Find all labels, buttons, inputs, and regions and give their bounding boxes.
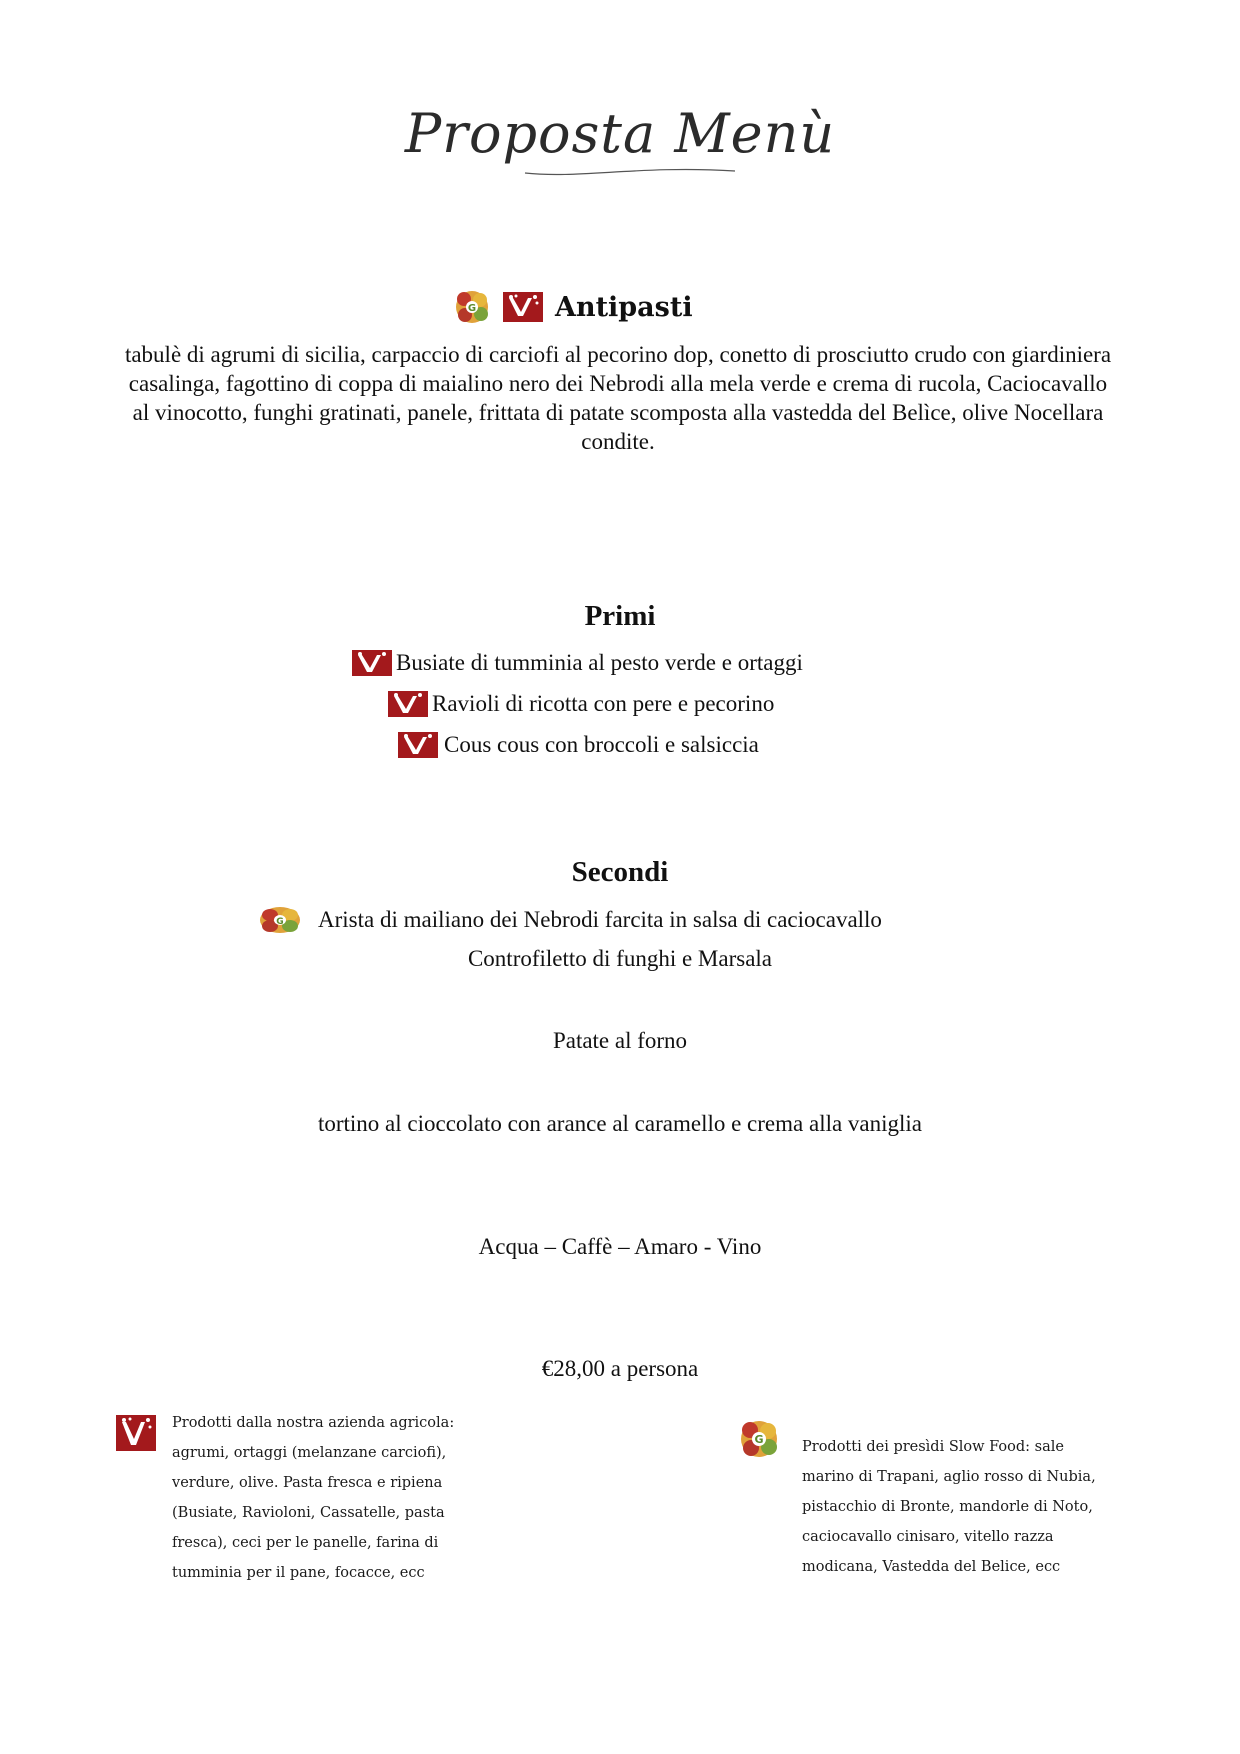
dish-name: Ravioli di ricotta con pere e pecorino [432, 691, 775, 716]
antipasti-heading-row [453, 288, 693, 326]
slowfood-footnote-line: modicana, Vastedda del Belice, ecc [802, 1559, 1061, 1575]
dish-name: Controfiletto di funghi e Marsala [467, 946, 773, 971]
farm-footnote-line: Prodotti dalla nostra azienda agricola: [172, 1415, 455, 1431]
slowfood-footnote-line: caciocavallo cinisaro, vitello razza [802, 1529, 1054, 1545]
primi-item [398, 732, 759, 758]
primi-heading: Primi [584, 600, 656, 632]
farm-logo-icon [388, 691, 428, 717]
farm-logo-icon [116, 1415, 156, 1451]
antipasti-description: tabulè di agrumi di sicilia, carpaccio di carciofi al pecorino dop, conetto di prosciutto crudo con giardiniera casalinga, fagottino di coppa di maialino nero dei Nebrodi alla mela verde e crema di rucola, Caciocavallo al vinocotto, funghi gratinati, panele, frittata di patate scomposta alla vastedda del Belìce, olive Nocellara condite. [124, 342, 1112, 454]
svg-text:G: G [467, 303, 477, 314]
farm-logo-icon [503, 292, 543, 322]
slowfood-footnote [802, 1432, 1122, 1582]
contorno: Patate al forno [552, 1028, 688, 1053]
drinks: Acqua – Caffè – Amaro - Vino [478, 1234, 762, 1259]
dish-name: Busiate di tumminia al pesto verde e ortaggi [396, 650, 803, 675]
slowfood-footnote-line: Prodotti dei presìdi Slow Food: sale [802, 1439, 1064, 1455]
farm-logo-icon [352, 650, 392, 676]
farm-footnote-line: fresca), ceci per le panelle, farina di [172, 1535, 439, 1551]
primi-item [352, 650, 803, 676]
antipasti-heading: Antipasti [555, 291, 693, 323]
dessert: tortino al cioccolato con arance al caramello e crema alla vaniglia [317, 1111, 923, 1136]
secondi-item [258, 905, 882, 935]
dish-name: Arista di mailiano dei Nebrodi farcita in salsa di caciocavallo [318, 907, 882, 932]
slowfood-footnote-line: marino di Trapani, aglio rosso di Nubia, [802, 1469, 1096, 1485]
secondi-item [0, 946, 1240, 972]
slow-food-logo-icon [258, 905, 302, 935]
farm-footnote [172, 1408, 472, 1588]
slow-food-logo-icon [738, 1418, 780, 1460]
secondi-heading: Secondi [571, 856, 669, 888]
svg-text:G: G [754, 1433, 764, 1446]
slowfood-footnote-line: pistacchio di Bronte, mandorle di Noto, [802, 1499, 1093, 1515]
farm-footnote-line: agrumi, ortaggi (melanzane carciofi), [172, 1445, 447, 1461]
svg-text:G: G [276, 917, 284, 927]
farm-logo-icon [398, 732, 438, 758]
price: €28,00 a persona [541, 1356, 699, 1381]
farm-footnote-line: (Busiate, Ravioloni, Cassatelle, pasta [172, 1505, 445, 1521]
farm-footnote-line: tumminia per il pane, focacce, ecc [172, 1565, 425, 1581]
slow-food-logo-icon [453, 288, 491, 326]
farm-footnote-line: verdure, olive. Pasta fresca e ripiena [172, 1475, 443, 1491]
primi-item [388, 691, 774, 717]
page-title: Proposta Menù [404, 102, 836, 165]
title-flourish-icon [520, 165, 740, 179]
dish-name: Cous cous con broccoli e salsiccia [444, 732, 759, 757]
